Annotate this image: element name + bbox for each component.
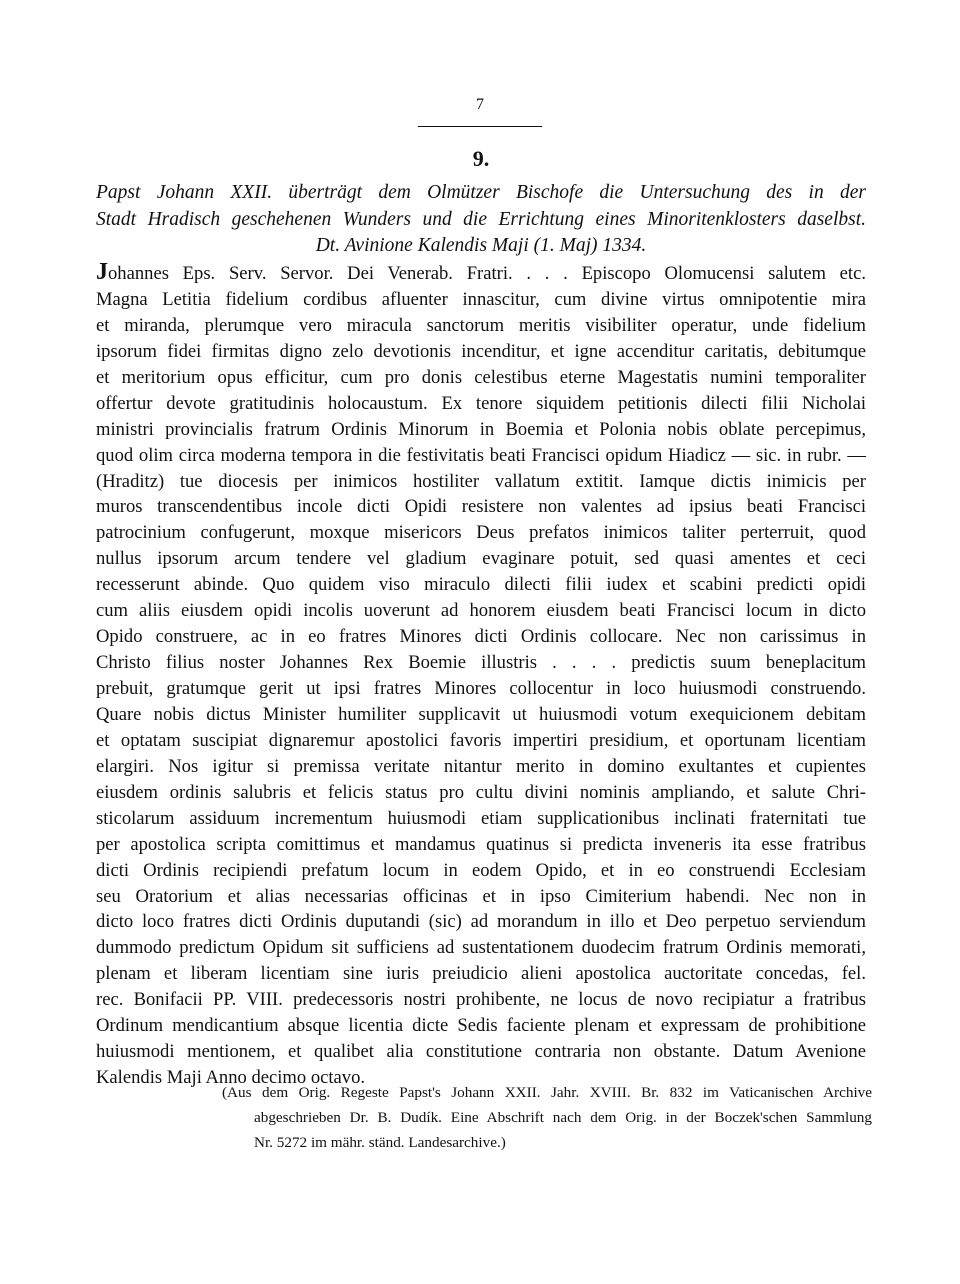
drop-capital: J — [96, 259, 108, 285]
body-line: per apostolica scripta comittimus et mandamus quatinus si predicta inveneris ita esse fratribus — [96, 833, 866, 855]
document-number: 9. — [472, 146, 490, 171]
source-note — [222, 1081, 872, 1155]
document-body — [96, 261, 866, 1091]
body-line: Magna Letitia fidelium cordibus afluenter innascitur, cum divine virtus omnipotentie mira — [96, 288, 866, 310]
body-line: Opido construere, ac in eo fratres Minores dicti Ordinis collocare. Nec non carissimus in — [96, 626, 866, 648]
body-line: eiusdem ordinis salubris et felicis status pro cultu divini nominis ampliando, et salute Chri- — [96, 781, 866, 803]
body-line: nullus ipsorum arcum tendere vel gladium evaginare potuit, sed quasi amentes et ceci — [96, 548, 866, 570]
source-note-line-1: (Aus dem Orig. Regeste Papst's Johann XXII. Jahr. XVIII. Br. 832 im Vaticanischen Archive — [222, 1084, 872, 1101]
body-line: cum aliis eiusdem opidi incolis uoverunt ad honorem eiusdem beati Francisci locum in dicto — [96, 600, 866, 622]
body-line: muros transcendentibus incole dicti Opidi resistere non valentes ad ipsius beati Francisci — [96, 496, 866, 518]
body-line: seu Oratorium et alias necessarias officinas et in ipso Cimiterium habendi. Nec non in — [96, 885, 866, 907]
heading-dateline: Dt. Avinione Kalendis Maji (1. Maj) 1334. — [315, 235, 647, 256]
body-line: elargiri. Nos igitur si premissa veritate nitantur merito in domino exultantes et cupientes — [96, 755, 866, 777]
body-line: ipsorum fidei firmitas digno zelo devotionis incenditur, et igne accenditur caritatis, debitumque — [96, 340, 866, 362]
body-line: et meritorium opus efficitur, cum pro donis celestibus eterne Magestatis numini temporaliter — [96, 366, 866, 388]
body-line: et miranda, plerumque vero miracula sanctorum meritis visibiliter operatur, unde fidelium — [96, 314, 866, 336]
body-line: rec. Bonifacii PP. VIII. predecessoris nostri prohibente, ne locus de novo recipiatur a fratribus — [96, 989, 866, 1011]
body-line: huiusmodi mentionem, et qualibet alia constitutione contraria non obstante. Datum Avenione — [96, 1041, 866, 1063]
page-number-rule — [418, 126, 542, 127]
body-line — [96, 261, 866, 287]
body-line: sticolarum assiduum incrementum huiusmodi etiam supplicationibus inclinati fraternitati tue — [96, 807, 866, 829]
body-line: prebuit, gratumque gerit ut ipsi fratres Minores collocentur in loco huiusmodi construendo. — [96, 678, 866, 699]
body-line: ministri provincialis fratrum Ordinis Minorum in Boemia et Polonia nobis oblate percepimus, — [96, 418, 866, 440]
body-line: quod olim circa moderna tempora in die festivitatis beati Francisci opidum Hiadicz — sic. in rubr. — — [96, 444, 866, 466]
page-number: 7 — [476, 96, 484, 113]
body-line: dicti Ordinis recipiendi prefatum locum in eodem Opido, et in eo construendi Ecclesiam — [96, 859, 866, 881]
heading-line-2: Stadt Hradisch geschehenen Wunders und die Errichtung eines Minoritenklosters daselbst. — [96, 208, 866, 230]
body-line: Quare nobis dictus Minister humiliter supplicavit ut huiusmodi votum exequicionem debitam — [96, 703, 866, 725]
body-line: Kalendis Maji Anno decimo octavo. — [96, 1067, 366, 1089]
source-note-line-3: Nr. 5272 im mähr. ständ. Landesarchive.) — [254, 1133, 506, 1151]
body-line: dummodo predictum Opidum sit sufficiens ad sustentationem duodecim fratrum Ordinis memorati, — [96, 937, 866, 959]
body-line: recesserunt abinde. Quo quidem viso miraculo dilecti filii iudex et scabini predicti opidi — [96, 574, 866, 596]
body-line: patrocinium confugerunt, moxque misericors Deus prefatos inimicos taliter perterruit, quod — [96, 522, 866, 544]
body-line: offertur devote gratitudinis holocaustum. Ex tenore siquidem petitionis dilecti filii Nicholai — [96, 392, 866, 414]
body-line: dicto loco fratres dicti Ordinis duputandi (sic) ad morandum in illo et Deo perpetuo serviendum — [96, 911, 866, 933]
document-heading — [96, 180, 866, 260]
body-line: (Hraditz) tue diocesis per inimicos hostiliter vallatum extitit. Iamque dictis inimicis per — [96, 470, 866, 492]
body-line: et optatam suscipiat dignaremur apostolici favoris impertiri presidium, et oportunam licentiam — [96, 729, 866, 751]
body-line: Ordinum mendicantium absque licentia dicte Sedis faciente plenam et expressam de prohibitione — [96, 1015, 866, 1037]
body-line: Christo filius noster Johannes Rex Boemie illustris . . . . predictis suum beneplacitum — [96, 652, 866, 674]
body-line-text: ohannes Eps. Serv. Servor. Dei Venerab. Fratri. . . . Episcopo Olomucensi salutem etc. — [108, 263, 866, 284]
source-note-line-2: abgeschrieben Dr. B. Dudík. Eine Abschrift nach dem Orig. in der Boczek'schen Sammlung — [254, 1108, 872, 1126]
heading-line-1: Papst Johann XXII. überträgt dem Olmützer Bischofe die Untersuchung des in der — [96, 182, 866, 203]
body-line: plenam et liberam licentiam sine iuris preiudicio alieni apostolica auctoritate concedas, fel. — [96, 963, 866, 985]
